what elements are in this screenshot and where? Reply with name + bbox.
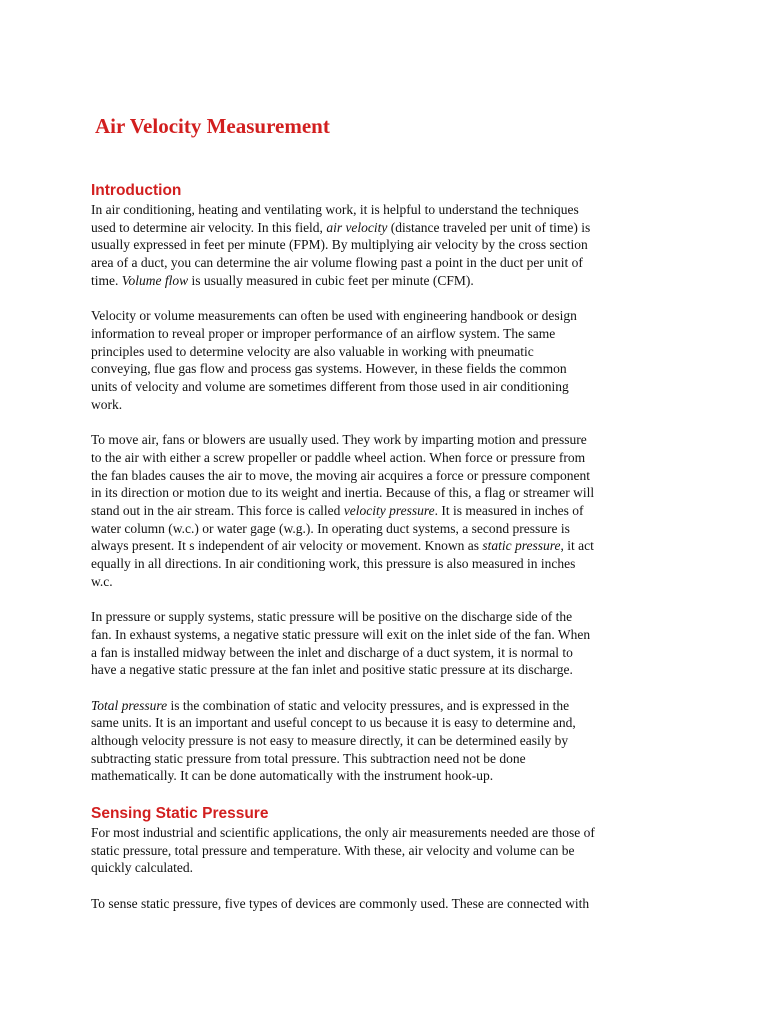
text-run: static pressure, total pressure and temperature. With these, air velocity and volume can be bbox=[91, 842, 575, 858]
text-run: always present. It s independent of air velocity or movement. Known as bbox=[91, 538, 483, 554]
text-run: is the combination of static and velocity pressures, and is expressed in the bbox=[167, 697, 570, 713]
text-line bbox=[91, 325, 651, 343]
text-run: units of velocity and volume are sometimes different from those used in air conditioning bbox=[91, 379, 569, 395]
text-run: For most industrial and scientific applications, the only air measurements needed are those of bbox=[91, 824, 595, 840]
text-line bbox=[91, 842, 651, 860]
section-heading: Introduction bbox=[91, 182, 182, 199]
paragraph bbox=[91, 201, 651, 290]
text-line bbox=[91, 895, 651, 913]
emphasized-term: velocity pressure bbox=[343, 502, 435, 518]
text-line bbox=[91, 750, 651, 768]
text-run: . It is measured in inches of bbox=[434, 502, 584, 518]
paragraph bbox=[91, 431, 651, 590]
emphasized-term: Volume flow bbox=[121, 272, 189, 288]
text-line bbox=[91, 467, 651, 485]
document-title: Air Velocity Measurement bbox=[95, 114, 330, 138]
text-line bbox=[91, 824, 651, 842]
text-line bbox=[91, 254, 651, 272]
section-heading: Sensing Static Pressure bbox=[91, 804, 269, 822]
text-line bbox=[91, 767, 651, 785]
paragraph bbox=[91, 697, 651, 786]
text-line bbox=[91, 449, 651, 467]
text-line bbox=[91, 661, 651, 679]
text-run: work. bbox=[91, 396, 123, 412]
paragraph bbox=[91, 895, 651, 913]
text-line bbox=[91, 343, 651, 361]
emphasized-term: air velocity bbox=[326, 219, 388, 235]
text-line bbox=[91, 555, 651, 573]
text-run: To move air, fans or blowers are usually used. They work by imparting motion and pressure bbox=[91, 432, 587, 448]
text-run: In air conditioning, heating and ventilating work, it is helpful to understand the techniques bbox=[91, 202, 579, 217]
text-run: (distance traveled per unit of time) is bbox=[387, 219, 591, 235]
text-line bbox=[91, 378, 651, 396]
text-run: area of a duct, you can determine the air volume flowing past a point in the duct per unit of bbox=[91, 255, 583, 271]
paragraph bbox=[91, 824, 651, 877]
paragraph bbox=[91, 608, 651, 679]
text-run: In pressure or supply systems, static pressure will be positive on the discharge side of the bbox=[91, 609, 573, 625]
text-run: a fan is installed midway between the inlet and discharge of a duct system, it is normal to bbox=[91, 644, 573, 660]
text-line bbox=[91, 859, 651, 877]
text-run: used to determine air velocity. In this field, bbox=[91, 219, 327, 235]
text-line bbox=[91, 502, 651, 520]
text-run: water column (w.c.) or water gage (w.g.). In operating duct systems, a second pressure is bbox=[91, 520, 570, 536]
text-line bbox=[91, 219, 651, 237]
text-run: , it act bbox=[560, 538, 594, 554]
text-line bbox=[91, 537, 651, 555]
text-run: mathematically. It can be done automatically with the instrument hook-up. bbox=[91, 768, 494, 784]
paragraph bbox=[91, 307, 651, 413]
text-line bbox=[91, 236, 651, 254]
text-run: w.c. bbox=[91, 573, 113, 589]
text-run: information to reveal proper or improper performance of an airflow system. The same bbox=[91, 325, 556, 341]
text-run: the fan blades causes the air to move, the moving air acquires a force or pressure component bbox=[91, 467, 590, 483]
text-run: subtracting static pressure from total pressure. This subtraction need not be done bbox=[91, 750, 526, 766]
text-line bbox=[91, 396, 651, 414]
text-line bbox=[91, 272, 651, 290]
text-line bbox=[91, 360, 651, 378]
text-line bbox=[91, 732, 651, 750]
text-run: same units. It is an important and useful concept to us because it is easy to determine and, bbox=[91, 715, 576, 731]
text-run: fan. In exhaust systems, a negative static pressure will exit on the inlet side of the fan. When bbox=[91, 626, 591, 642]
text-run: to the air with either a screw propeller or paddle wheel action. When force or pressure from bbox=[91, 449, 586, 465]
text-run: have a negative static pressure at the fan inlet and positive static pressure at its discharge. bbox=[91, 662, 573, 678]
text-line bbox=[91, 714, 651, 732]
text-run: in its direction or motion due to its weight and inertia. Because of this, a flag or streamer will bbox=[91, 485, 595, 501]
emphasized-term: Total pressure bbox=[91, 697, 168, 713]
text-line bbox=[91, 431, 651, 449]
text-run: To sense static pressure, five types of devices are commonly used. These are connected with bbox=[91, 895, 590, 911]
text-line bbox=[91, 573, 651, 591]
text-line bbox=[91, 307, 651, 325]
text-line bbox=[91, 697, 651, 715]
text-run: conveying, flue gas flow and process gas systems. However, in these fields the common bbox=[91, 361, 567, 377]
text-line bbox=[91, 644, 651, 662]
text-run: principles used to determine velocity are also valuable in working with pneumatic bbox=[91, 343, 534, 359]
document-body bbox=[91, 180, 651, 930]
text-line bbox=[91, 484, 651, 502]
text-line bbox=[91, 201, 651, 219]
text-run: is usually measured in cubic feet per minute (CFM). bbox=[188, 272, 474, 288]
text-line bbox=[91, 520, 651, 538]
emphasized-term: static pressure bbox=[482, 538, 561, 554]
text-line bbox=[91, 626, 651, 644]
text-run: usually expressed in feet per minute (FPM). By multiplying air velocity by the cross section bbox=[91, 237, 588, 253]
text-run: Velocity or volume measurements can often be used with engineering handbook or design bbox=[91, 308, 577, 324]
text-run: although velocity pressure is not easy to measure directly, it can be determined easily by bbox=[91, 733, 569, 749]
text-line bbox=[91, 608, 651, 626]
text-run: equally in all directions. In air conditioning work, this pressure is also measured in inches bbox=[91, 556, 576, 572]
text-run: quickly calculated. bbox=[91, 860, 193, 876]
text-run: time. bbox=[91, 272, 122, 288]
text-run: stand out in the air stream. This force is called bbox=[91, 502, 344, 518]
